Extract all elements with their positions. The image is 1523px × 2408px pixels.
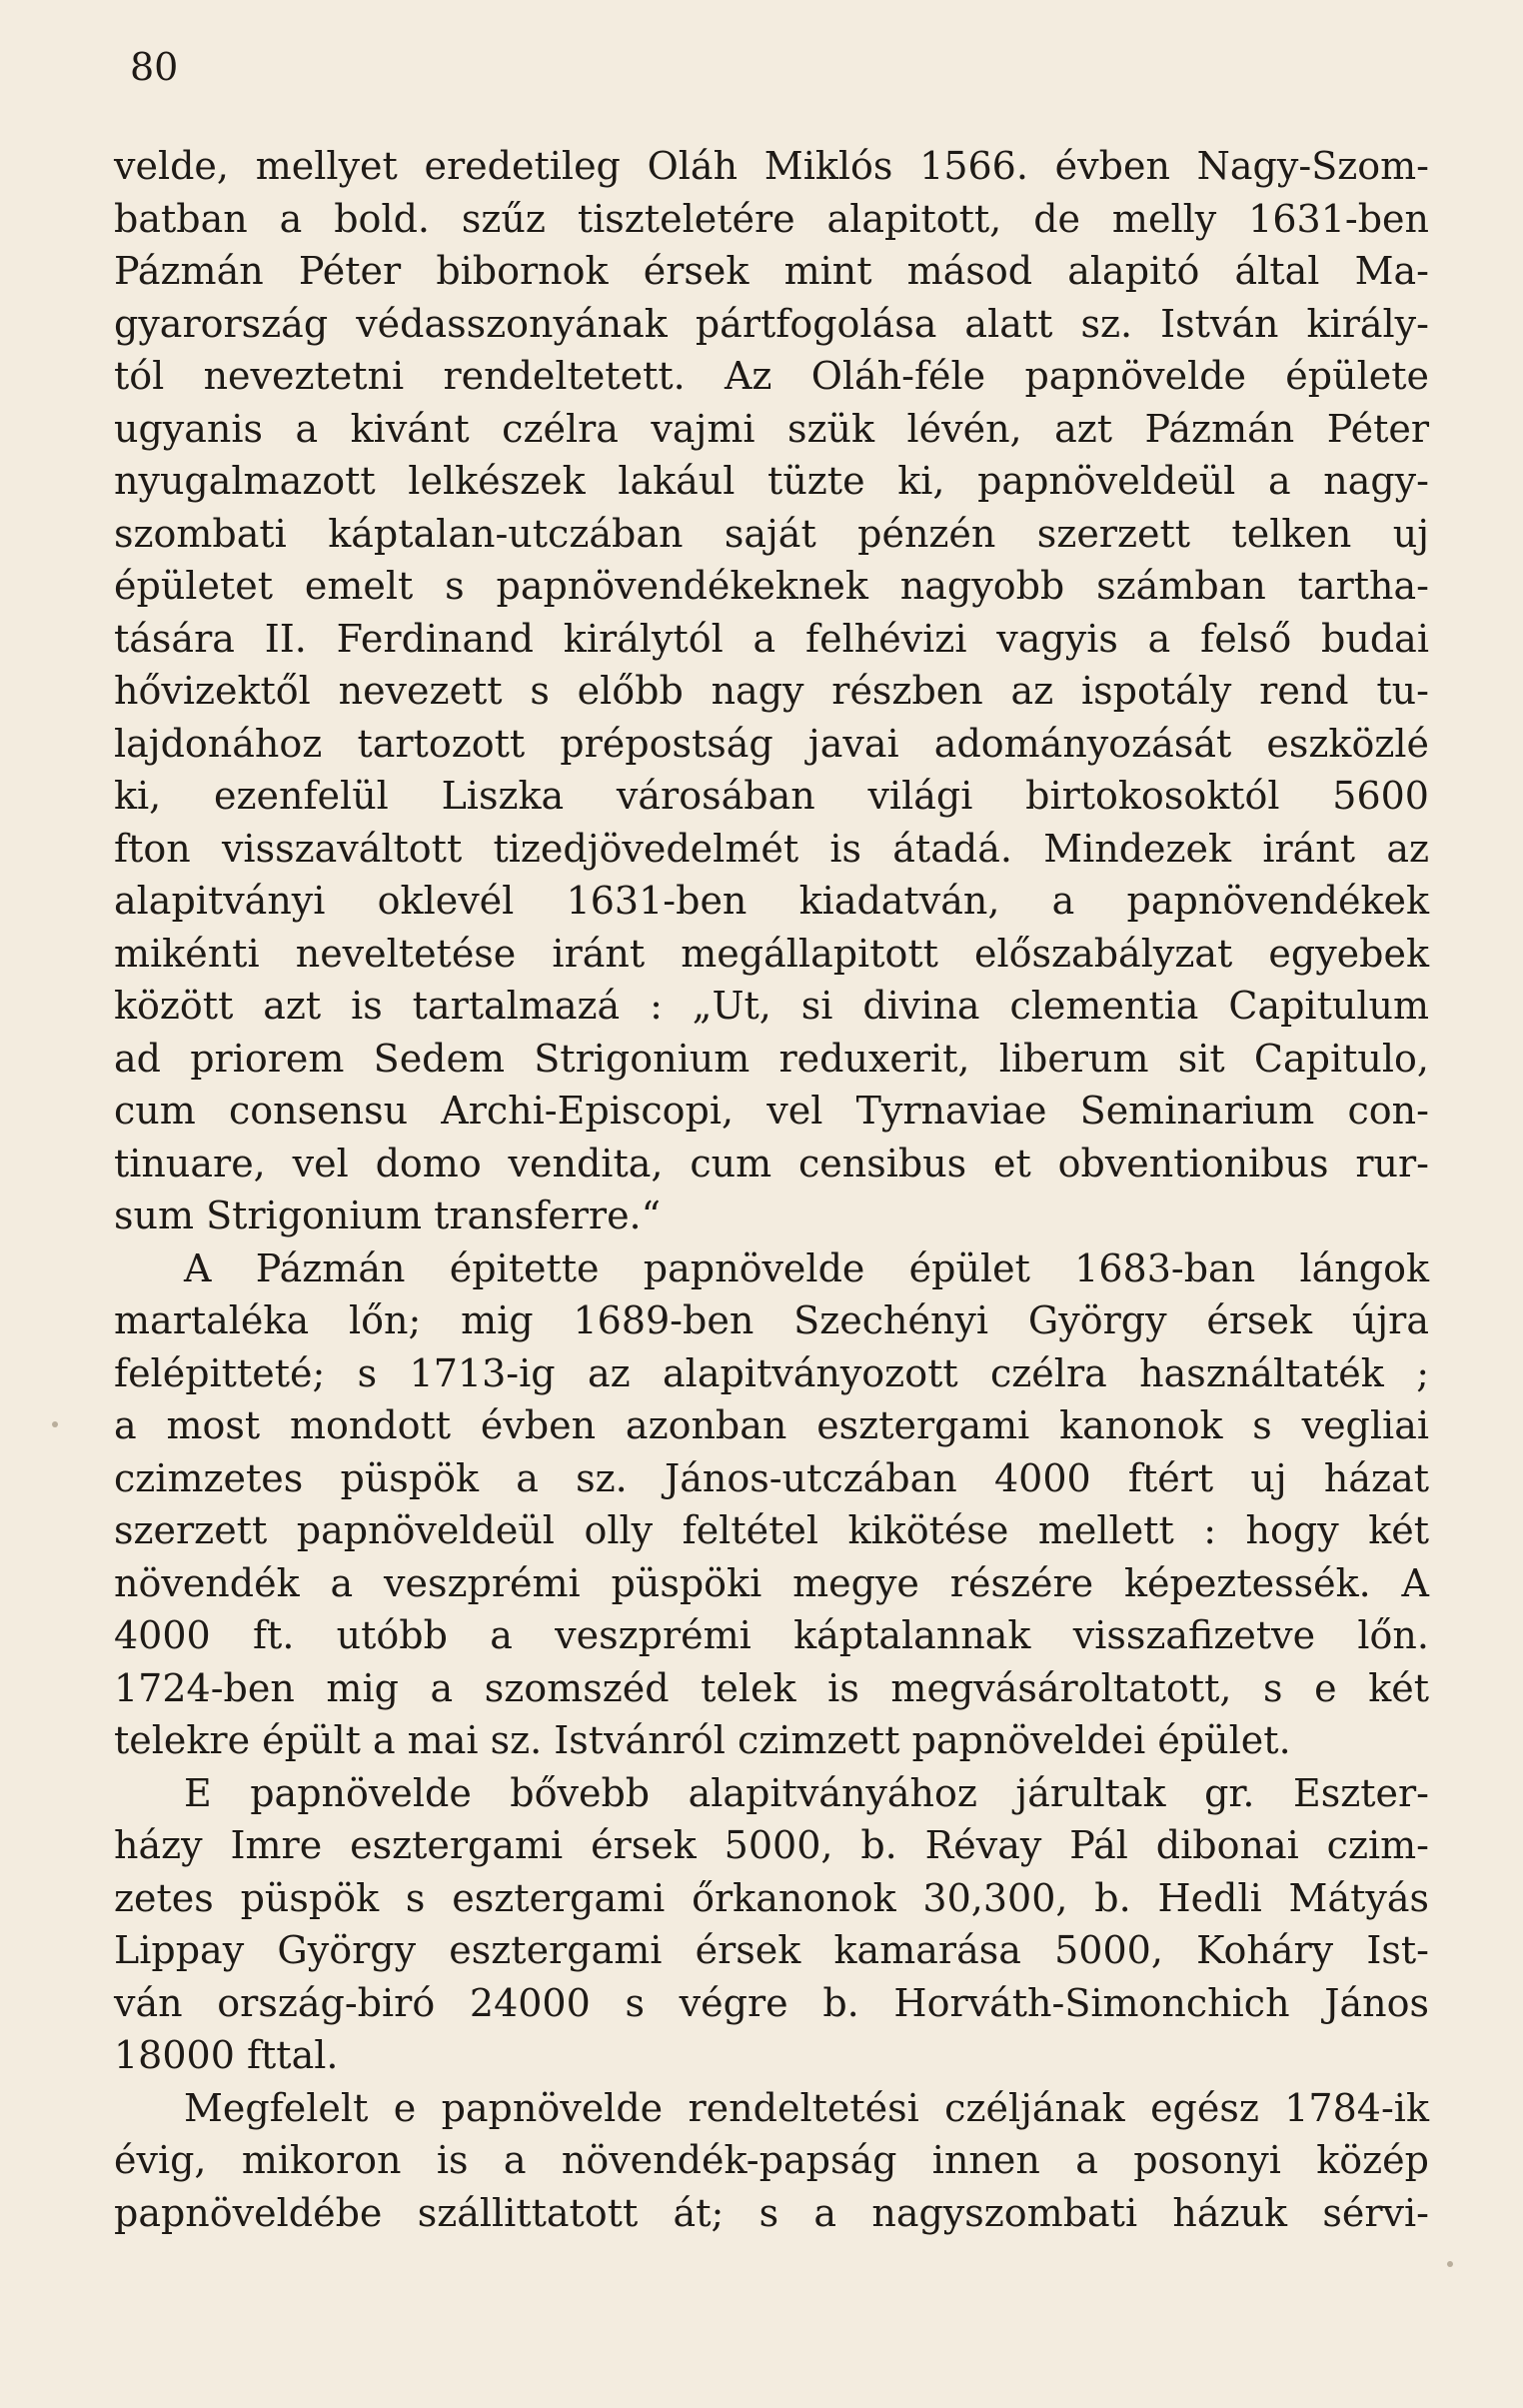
text-line: czimzetes püspök a sz. János-utczában 4000 ftért uj házat bbox=[114, 1455, 1429, 1500]
text-line: ván ország-biró 24000 s végre b. Horváth-Simonchich János bbox=[114, 1980, 1429, 2025]
text-line: martaléka lőn; mig 1689-ben Szechényi György érsek újra bbox=[114, 1298, 1429, 1342]
text-line: cum consensu Archi-Episcopi, vel Tyrnaviae Seminarium con- bbox=[114, 1089, 1429, 1133]
text-line: zetes püspök s esztergami őrkanonok 30,300, b. Hedli Mátyás bbox=[114, 1875, 1429, 1920]
text-line: között azt is tartalmazá : „Ut, si divina clementia Capitulum bbox=[114, 984, 1429, 1028]
text-line: szombati káptalan-utczában saját pénzén szerzett telken uj bbox=[114, 511, 1429, 556]
text-line: növendék a veszprémi püspöki megye részére képeztessék. A bbox=[114, 1560, 1429, 1605]
text-line: fton visszaváltott tizedjövedelmét is átadá. Mindezek iránt az bbox=[114, 826, 1429, 871]
text-line: 18000 fttal. bbox=[114, 2033, 339, 2077]
text-line: lajdonához tartozott prépostság javai adományozását eszközlé bbox=[114, 721, 1429, 766]
text-line: a most mondott évben azonban esztergami kanonok s vegliai bbox=[114, 1403, 1429, 1447]
text-line: házy Imre esztergami érsek 5000, b. Révay Pál dibonai czim- bbox=[114, 1823, 1429, 1867]
text-line: Pázmán Péter bibornok érsek mint másod alapitó által Ma- bbox=[114, 249, 1429, 293]
text-line: telekre épült a mai sz. Istvánról czimzett papnöveldei épület. bbox=[114, 1718, 1291, 1762]
text-line: ugyanis a kivánt czélra vajmi szük lévén, azt Pázmán Péter bbox=[114, 406, 1429, 451]
text-line: tinuare, vel domo vendita, cum censibus et obventionibus rur- bbox=[114, 1141, 1429, 1186]
text-line: papnöveldébe szállittatott át; s a nagyszombati házuk sérvi- bbox=[114, 2190, 1429, 2235]
body-text bbox=[114, 140, 1429, 2239]
paper-speck bbox=[1447, 2261, 1453, 2267]
text-line: 1724-ben mig a szomszéd telek is megvásároltatott, s e két bbox=[114, 1665, 1429, 1710]
text-line: E papnövelde bővebb alapitványához járultak gr. Eszter- bbox=[184, 1770, 1429, 1815]
text-line: A Pázmán épitette papnövelde épület 1683-ban lángok bbox=[184, 1245, 1429, 1290]
text-line: hővizektől nevezett s előbb nagy részben az ispotály rend tu- bbox=[114, 669, 1429, 713]
text-line: nyugalmazott lelkészek lakául tüzte ki, papnöveldeül a nagy- bbox=[114, 459, 1429, 503]
text-line: sum Strigonium transferre.“ bbox=[114, 1194, 662, 1237]
text-line: tására II. Ferdinand királytól a felhévizi vagyis a felső budai bbox=[114, 616, 1429, 661]
text-line: velde, mellyet eredetileg Oláh Miklós 1566. évben Nagy-Szom- bbox=[114, 144, 1429, 188]
text-line: 4000 ft. utóbb a veszprémi káptalannak visszafizetve lőn. bbox=[114, 1613, 1429, 1657]
text-line: alapitványi oklevél 1631-ben kiadatván, a papnövendékek bbox=[114, 879, 1429, 923]
text-line: mikénti neveltetése iránt megállapitott előszabályzat egyebek bbox=[114, 931, 1429, 976]
text-line: gyarország védasszonyának pártfogolása alatt sz. István király- bbox=[114, 301, 1429, 346]
text-line: Megfelelt e papnövelde rendeltetési czéljának egész 1784-ik bbox=[184, 2085, 1429, 2130]
text-line: felépitteté; s 1713-ig az alapitványozott czélra használtaték ; bbox=[114, 1350, 1429, 1395]
text-line: szerzett papnöveldeül olly feltétel kikötése mellett : hogy két bbox=[114, 1508, 1429, 1552]
text-line: Lippay György esztergami érsek kamarása 5000, Koháry Ist- bbox=[114, 1928, 1429, 1972]
text-line: évig, mikoron is a növendék-papság innen a posonyi közép bbox=[114, 2138, 1429, 2182]
text-line: épületet emelt s papnövendékeknek nagyobb számban tartha- bbox=[114, 564, 1429, 608]
text-line: ad priorem Sedem Strigonium reduxerit, liberum sit Capitulo, bbox=[114, 1036, 1429, 1081]
text-line: ki, ezenfelül Liszka városában világi birtokosoktól 5600 bbox=[114, 774, 1429, 818]
text-line: tól neveztetni rendeltetett. Az Oláh-féle papnövelde épülete bbox=[114, 354, 1429, 398]
text-line: batban a bold. szűz tiszteletére alapitott, de melly 1631-ben bbox=[114, 196, 1429, 241]
paper-speck bbox=[52, 1421, 58, 1427]
page-number: 80 bbox=[130, 45, 179, 89]
